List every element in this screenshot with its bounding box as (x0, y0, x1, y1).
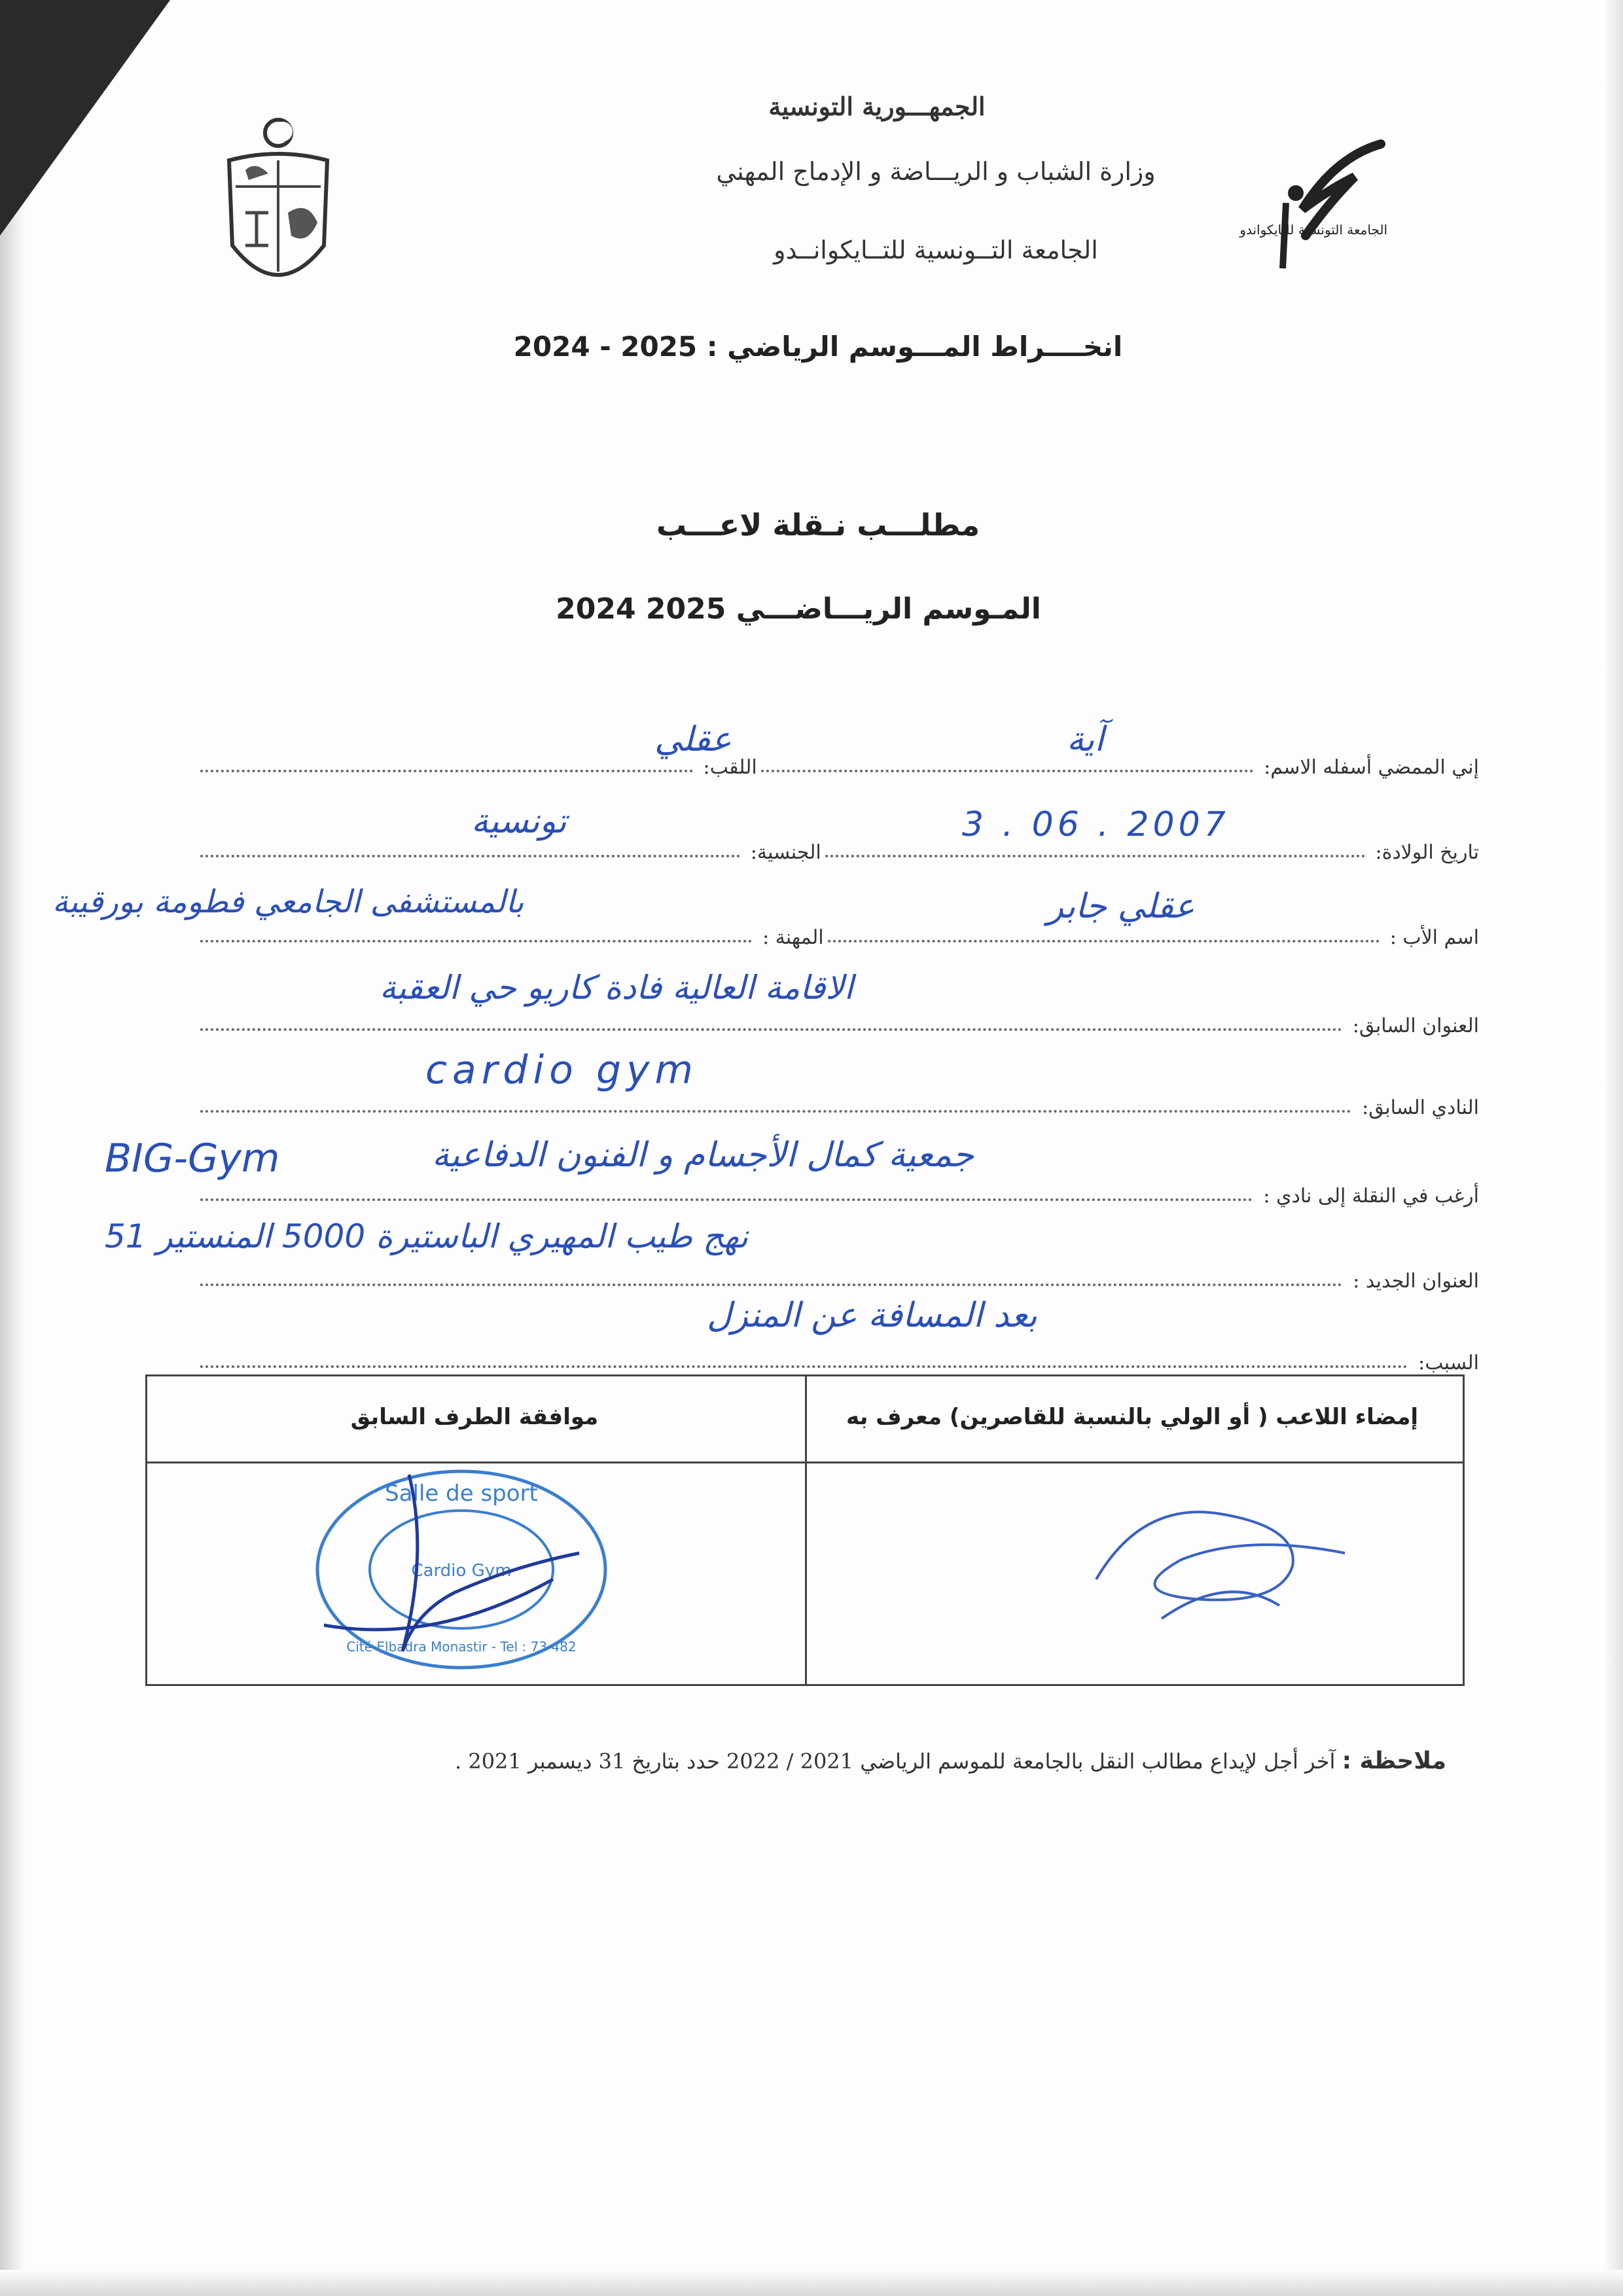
membership-season-label: انخــــراط المـــوسم الرياضي : (706, 331, 1123, 363)
ministry-heading: وزارة الشباب و الريـــاضة و الإدماج المهني (716, 157, 1156, 186)
field-dots (200, 1365, 1408, 1368)
player-signature-icon (1083, 1475, 1358, 1645)
field-label-surname: اللقب: (703, 756, 757, 779)
field-label-prev-address: العنوان السابق: (1352, 1014, 1479, 1037)
form-title: مطلـــب نـقلة لاعـــب (656, 507, 980, 543)
federation-heading: الجامعة التــونسية للتــايكوانــدو (774, 236, 1098, 264)
signature-table (145, 1374, 1465, 1686)
stamp-top-text: Salle de sport (385, 1480, 538, 1507)
value-prev-address: الاقامة العالية فادة كاريو حي العقبة (380, 969, 853, 1007)
federation-logo-text: الجامعة التونسية للتايكواندو (1240, 222, 1387, 238)
field-label-new-club: أرغب في النقلة إلى نادي : (1263, 1185, 1479, 1208)
field-dots (200, 1028, 1342, 1031)
note-label: ملاحظة : (1342, 1748, 1446, 1774)
field-label-father: اسم الأب : (1389, 926, 1479, 949)
scan-shadow-left (0, 0, 25, 2296)
value-profession: بالمستشفى الجامعي فطومة بورقيبة (52, 884, 524, 920)
form-season (537, 592, 1060, 626)
club-stamp-icon (304, 1455, 618, 1677)
value-prev-club: cardio gym (425, 1047, 699, 1093)
field-label-new-address: العنوان الجديد : (1353, 1270, 1479, 1293)
field-label-name: إني الممضي أسفله الاسم: (1264, 756, 1479, 779)
field-row-name (196, 726, 1479, 779)
field-dots (200, 939, 752, 942)
value-new-club-latin: BIG-Gym (105, 1136, 280, 1181)
field-row-prev-club (196, 1067, 1479, 1119)
field-row-birth (196, 812, 1479, 864)
scan-shadow-bottom (0, 2270, 1623, 2296)
republic-heading: الجمهـــورية التونسية (768, 92, 986, 121)
field-dots (828, 939, 1380, 942)
tunisia-coat-of-arms-icon (209, 115, 347, 311)
stamp-bottom-text: Cité Elbadra Monastir - Tel : 73 482 (346, 1639, 577, 1655)
field-dots (200, 769, 693, 772)
value-new-club: جمعية كمال الأجسام و الفنون الدفاعية (432, 1136, 974, 1175)
field-dots (200, 854, 740, 857)
col-player-signature: إمضاء اللاعب ( أو الولي بالنسبة للقاصرين) معرف به (846, 1404, 1419, 1430)
field-label-profession: المهنة : (762, 926, 824, 949)
value-nationality: تونسية (471, 802, 567, 841)
field-dots (761, 769, 1254, 772)
scan-shadow-right (1603, 0, 1623, 2296)
value-birthdate: 3 . 06 . 2007 (962, 805, 1230, 844)
value-reason: بعد المسافة عن المنزل (707, 1296, 1037, 1335)
field-dots (200, 1198, 1253, 1201)
value-father-name: عقلي جابر (1047, 887, 1195, 926)
value-first-name: آية (1067, 720, 1104, 759)
field-label-birthdate: تاريخ الولادة: (1375, 841, 1479, 864)
membership-season-line (497, 331, 1139, 363)
field-dots (825, 854, 1365, 857)
stamp-center-text: Cardio Gym (411, 1561, 512, 1581)
value-surname: عقلي (654, 720, 732, 759)
membership-season-value: 2024 - 2025 (513, 331, 698, 363)
value-new-address: 51 نهج طيب المهيري الباستيرة 5000 المنستير (105, 1217, 749, 1255)
deadline-note (249, 1748, 1446, 1774)
note-text: آخر أجل لإيداع مطالب النقل بالجامعة للموسم الرياضي 2021 / 2022 حدد بتاريخ 31 ديسمبر 2021 . (454, 1749, 1336, 1774)
col-previous-approval: موافقة الطرف السابق (350, 1404, 599, 1430)
form-season-label: المـوسم الريـــاضـــي (736, 592, 1041, 626)
scan-folded-corner (0, 0, 170, 236)
field-dots (200, 1283, 1342, 1286)
field-label-reason: السبب: (1418, 1352, 1479, 1374)
field-dots (200, 1109, 1351, 1113)
federation-logo-icon (1240, 137, 1407, 288)
form-season-value: 2024 2025 (556, 592, 726, 626)
field-label-prev-club: النادي السابق: (1362, 1096, 1479, 1119)
field-label-nationality: الجنسية: (750, 841, 821, 864)
